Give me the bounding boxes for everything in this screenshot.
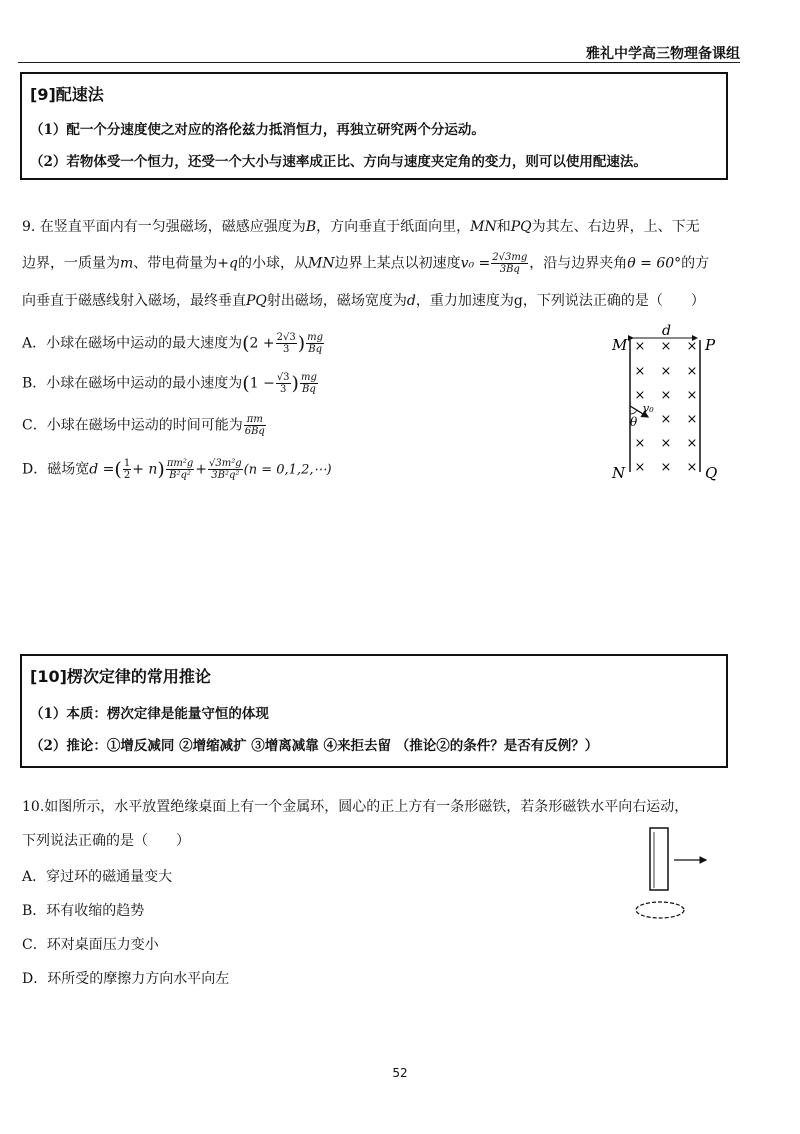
cross-mark: × [660,436,672,451]
option-b-one: 1 − [249,375,275,392]
q10-option-d: D．环所受的摩擦力方向水平向左 [22,971,230,987]
cross-mark: × [634,388,646,403]
fraction-denominator: 3 [283,344,290,355]
option-a-two: 2 + [249,335,275,352]
q9-option-c [22,414,267,437]
cross-mark: × [660,364,672,379]
q10-magnet-ring-figure [628,820,728,930]
half-fraction [123,458,131,481]
box-10-title: [10]楞次定律的常用推论 [30,667,211,686]
q9-sym-MN: MN [470,219,497,235]
fraction-denominator: B²q² [169,470,191,481]
q9-sym-MN: MN [307,255,335,272]
q9-text: 9. 在竖直平面内有一匀强磁场，磁感应强度为 [22,219,306,235]
label-v0: v₀ [643,402,654,415]
option-c-fraction [244,414,266,437]
fraction-denominator: 3Bq [499,264,520,275]
cross-mark: × [634,339,646,354]
q9-text: 向垂直于磁感线射入磁场，最终垂直 [22,293,246,309]
option-b-fraction [276,372,291,395]
q9-option-b [22,372,319,395]
left-paren: ( [242,372,250,395]
q9-text: 为其左、右边界，上、下无 [531,219,700,235]
q9-text: ，方向垂直于纸面向里， [316,219,471,235]
fraction-denominator: 6Bq [244,426,265,437]
fraction-numerator: πm²g [166,458,194,469]
option-b-mg-fraction [300,372,318,395]
option-c-text: C．小球在磁场中运动的时间可能为 [22,417,243,434]
label-n: N [612,464,626,482]
label-theta: θ [630,415,638,429]
q9-line-1 [22,216,700,236]
box-9-line-2: （2）若物体受一个恒力，还受一个大小与速率成正比、方向与速度夹定角的变力，则可以使用配速法。 [30,154,647,170]
q9-magnetic-field-figure [600,320,730,490]
label-p: P [705,336,716,354]
option-a-mg-fraction [306,332,324,355]
q10-line-1: 10.如图所示，水平放置绝缘桌面上有一个金属环，圆心的正上方有一条形磁铁，若条形磁铁水平向右运动， [22,799,689,815]
q9-sym-m: m [120,255,134,272]
q9-text: ，重力加速度为g，下列说法正确的是（ ） [415,293,705,309]
fraction-numerator: 1 [123,458,131,469]
cross-mark: × [686,388,698,403]
q9-option-d [22,458,332,481]
q10-option-a: A．穿过环的磁通量变大 [22,869,173,885]
q9-text: 边界，一质量为 [22,255,120,272]
fraction-numerator: 2√3mg [492,252,528,263]
q9-text: 的小球，从 [237,255,308,272]
box-10-lenz-law [20,654,728,768]
cross-mark: × [660,412,672,427]
label-q: Q [705,464,718,482]
cross-mark: × [686,412,698,427]
q9-sym-d: d [406,293,416,309]
left-paren: ( [114,458,122,481]
cross-mark: × [634,460,646,475]
q9-sym-v0: v₀ = [460,255,491,272]
q10-option-b: B．环有收缩的趋势 [22,903,145,919]
q9-text: 边界上某点以初速度 [334,255,461,272]
fraction-numerator: 2√3 [276,332,296,343]
fraction-numerator: πm [244,414,266,426]
header-organization: 雅礼中学高三物理备课组 [586,46,740,62]
option-d-range: (n = 0,1,2,⋯) [243,462,332,478]
q9-v0-fraction [491,252,528,275]
option-a-fraction [276,332,297,355]
right-paren: ) [297,332,306,355]
label-m: M [612,336,628,354]
q9-sym-q: +q [217,255,238,272]
q9-line-2 [22,252,709,275]
q9-text: 的方 [681,255,710,272]
fraction-denominator: 3 [279,384,287,395]
cross-mark: × [686,339,698,354]
bar-magnet [650,828,668,890]
cross-mark: × [660,339,672,354]
left-paren: ( [242,332,250,355]
q9-text: ，沿与边界夹角 [529,255,628,272]
box-9-title: [9]配速法 [30,85,104,104]
right-paren: ) [291,372,299,395]
page-number: 52 [392,1066,408,1080]
fraction-numerator: mg [307,332,324,343]
q9-text: 、带电荷量为 [133,255,218,272]
box-9-speed-matching [20,72,728,180]
option-a-text: A．小球在磁场中运动的最大速度为 [22,335,243,352]
q9-text: 和 [496,219,511,235]
q9-line-3 [22,290,705,310]
q9-sym-theta: θ = 60° [627,255,682,272]
cross-mark: × [686,436,698,451]
fraction-denominator: 3B²q² [211,470,240,481]
cross-mark: × [660,388,672,403]
option-b-text: B．小球在磁场中运动的最小速度为 [22,375,243,392]
q9-sym-PQ: PQ [510,219,532,235]
right-paren: ) [157,458,165,481]
header-rule [18,62,740,63]
option-d-plus: + [195,461,208,478]
q10-line-2: 下列说法正确的是（ ） [22,833,190,849]
metal-ring [636,902,684,918]
q9-sym-PQ: PQ [246,293,267,309]
cross-mark: × [686,460,698,475]
box-10-line-2: （2）推论：①增反减同 ②增缩减扩 ③增离减靠 ④来拒去留 （推论②的条件？是否有反例？） [30,738,599,754]
fraction-numerator: √3 [276,372,290,383]
option-d-plus-n: + n [132,461,158,478]
option-d-d-equals: d = [89,461,115,478]
q9-sym-B: B [305,219,317,235]
box-9-line-1: （1）配一个分速度使之对应的洛伦兹力抵消恒力，再独立研究两个分运动。 [30,122,485,138]
box-10-line-1: （1）本质：楞次定律是能量守恒的体现 [30,706,269,722]
q9-text: 射出磁场，磁场宽度为 [266,293,407,309]
cross-mark: × [660,460,672,475]
option-d-fraction-2 [208,458,243,481]
fraction-denominator: 2 [123,470,131,481]
option-d-fraction-1 [166,458,194,481]
fraction-numerator: mg [300,372,317,383]
angle-arc [630,410,637,414]
fraction-denominator: Bq [302,384,316,395]
cross-mark: × [686,364,698,379]
cross-mark: × [634,364,646,379]
label-d: d [662,323,671,339]
fraction-numerator: √3m²g [209,458,242,469]
q10-option-c: C．环对桌面压力变小 [22,937,159,953]
option-d-text: D．磁场宽 [22,461,90,478]
fraction-denominator: Bq [308,344,322,355]
cross-mark: × [634,436,646,451]
q9-option-a [22,332,325,355]
